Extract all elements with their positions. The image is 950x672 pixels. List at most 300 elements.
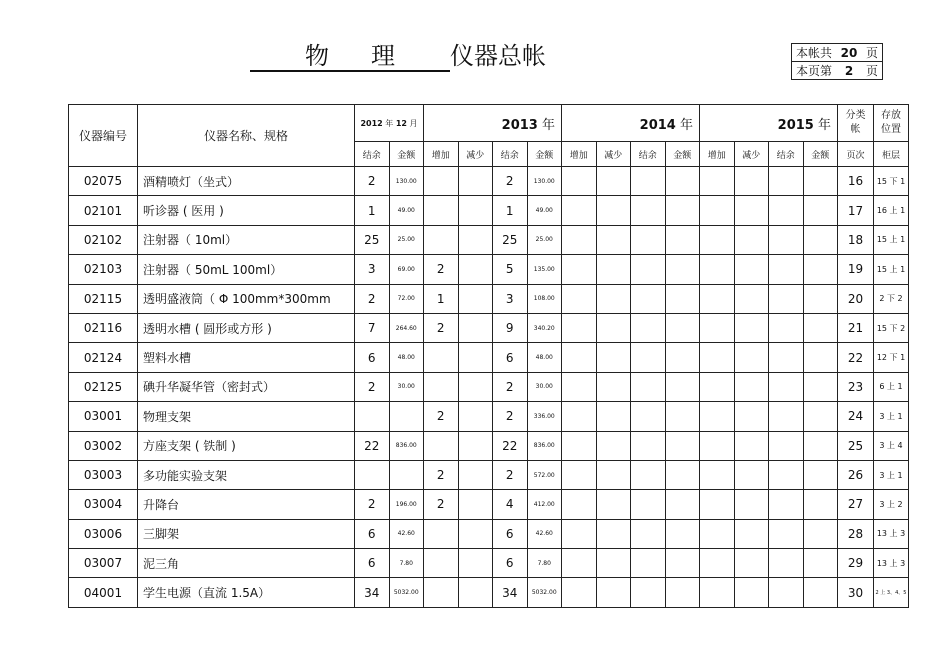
title-text: 仪器总帐 [450,42,546,70]
balance-2014 [631,372,666,401]
storage-shelf: 13 上 3 [874,549,909,578]
balance-2013: 3 [493,284,528,313]
balance-2012: 1 [355,196,390,225]
add-2015 [700,313,735,342]
amount-2012: 48.00 [389,343,424,372]
reduce-2015 [734,490,769,519]
category-page: 21 [838,313,874,342]
storage-shelf: 15 上 1 [874,255,909,284]
item-code: 02075 [69,167,138,196]
amount-2012: 836.00 [389,431,424,460]
add-2015 [700,402,735,431]
amount-2015 [803,196,838,225]
reduce-2014 [596,402,631,431]
item-name: 多功能实验支架 [138,460,355,489]
table-row [69,255,909,284]
table-row [69,284,909,313]
reduce-2015 [734,167,769,196]
item-code: 02102 [69,225,138,254]
amount-2013: 5032.00 [527,578,562,607]
reduce-2015 [734,460,769,489]
add-2014 [562,343,597,372]
amount-2012 [389,402,424,431]
amount-2015 [803,578,838,607]
amount-2015 [803,343,838,372]
table-row [69,578,909,607]
current-page-value: 2 [844,64,854,78]
reduce-2013 [458,490,493,519]
balance-2014 [631,490,666,519]
amount-2013: 7.80 [527,549,562,578]
balance-2012: 3 [355,255,390,284]
add-2013 [424,196,459,225]
sub-amount-2013: 金额 [527,142,562,167]
category-page: 19 [838,255,874,284]
storage-shelf: 3 上 2 [874,490,909,519]
table-row [69,167,909,196]
storage-shelf: 15 下 2 [874,313,909,342]
balance-2014 [631,460,666,489]
header-2013: 2013 年 [424,105,562,142]
storage-shelf: 15 下 1 [874,167,909,196]
balance-2013: 22 [493,431,528,460]
amount-2012: 25.00 [389,225,424,254]
add-2014 [562,431,597,460]
sub-amount-2012: 金额 [389,142,424,167]
reduce-2014 [596,284,631,313]
reduce-2015 [734,519,769,548]
reduce-2014 [596,167,631,196]
item-name: 学生电源（直流 1.5A） [138,578,355,607]
amount-2012: 130.00 [389,167,424,196]
category-page: 24 [838,402,874,431]
amount-2012: 7.80 [389,549,424,578]
total-pages-value: 20 [840,46,858,60]
amount-2012: 5032.00 [389,578,424,607]
item-code: 03006 [69,519,138,548]
category-page: 18 [838,225,874,254]
balance-2015 [769,255,804,284]
amount-2014 [665,225,700,254]
add-2014 [562,490,597,519]
sub-balance-2012: 结余 [355,142,390,167]
reduce-2015 [734,549,769,578]
reduce-2013 [458,196,493,225]
amount-2012: 196.00 [389,490,424,519]
reduce-2014 [596,225,631,254]
amount-2014 [665,255,700,284]
add-2013 [424,225,459,254]
add-2014 [562,167,597,196]
storage-shelf: 3 上 1 [874,402,909,431]
reduce-2013 [458,284,493,313]
balance-2012: 7 [355,313,390,342]
table-row [69,519,909,548]
balance-2014 [631,431,666,460]
reduce-2015 [734,343,769,372]
balance-2015 [769,578,804,607]
item-name: 物理支架 [138,402,355,431]
amount-2013: 49.00 [527,196,562,225]
add-2013 [424,519,459,548]
reduce-2015 [734,372,769,401]
item-name: 注射器（ 50mL 100ml） [138,255,355,284]
reduce-2015 [734,313,769,342]
balance-2014 [631,225,666,254]
balance-2014 [631,402,666,431]
amount-2013: 135.00 [527,255,562,284]
add-2013: 2 [424,490,459,519]
table-row [69,225,909,254]
amount-2012: 42.60 [389,519,424,548]
category-page: 17 [838,196,874,225]
amount-2014 [665,460,700,489]
storage-shelf: 15 上 1 [874,225,909,254]
table-row [69,372,909,401]
amount-2012: 72.00 [389,284,424,313]
item-code: 02101 [69,196,138,225]
reduce-2013 [458,343,493,372]
reduce-2015 [734,402,769,431]
item-code: 03004 [69,490,138,519]
balance-2012: 2 [355,284,390,313]
add-2013 [424,372,459,401]
balance-2015 [769,167,804,196]
balance-2012: 2 [355,490,390,519]
balance-2015 [769,402,804,431]
category-page: 22 [838,343,874,372]
sub-shelf: 柜层 [874,142,909,167]
ledger-title [250,36,546,70]
balance-2012: 6 [355,519,390,548]
reduce-2014 [596,549,631,578]
amount-2013: 130.00 [527,167,562,196]
reduce-2013 [458,578,493,607]
item-name: 透明水槽 ( 圆形或方形 ) [138,313,355,342]
add-2015 [700,225,735,254]
item-name: 碘升华凝华管（密封式） [138,372,355,401]
balance-2014 [631,343,666,372]
amount-2013: 412.00 [527,490,562,519]
reduce-2014 [596,490,631,519]
reduce-2013 [458,431,493,460]
item-code: 03002 [69,431,138,460]
add-2014 [562,255,597,284]
category-page: 27 [838,490,874,519]
add-2014 [562,284,597,313]
ledger-table [68,104,909,608]
amount-2012: 30.00 [389,372,424,401]
balance-2014 [631,196,666,225]
balance-2013: 2 [493,402,528,431]
storage-shelf: 3 上 1 [874,460,909,489]
reduce-2013 [458,549,493,578]
add-2014 [562,578,597,607]
item-name: 升降台 [138,490,355,519]
amount-2013: 25.00 [527,225,562,254]
reduce-2015 [734,431,769,460]
header-2015: 2015 年 [700,105,838,142]
page-count-box [791,43,883,80]
amount-2013: 836.00 [527,431,562,460]
category-page: 25 [838,431,874,460]
add-2015 [700,372,735,401]
balance-2014 [631,313,666,342]
add-2014 [562,460,597,489]
table-row [69,431,909,460]
storage-shelf: 6 上 1 [874,372,909,401]
item-name: 方座支架 ( 铁制 ) [138,431,355,460]
item-code: 02124 [69,343,138,372]
item-name: 听诊器 ( 医用 ) [138,196,355,225]
balance-2013: 6 [493,519,528,548]
amount-2015 [803,490,838,519]
amount-2012: 69.00 [389,255,424,284]
amount-2015 [803,284,838,313]
amount-2014 [665,372,700,401]
reduce-2013 [458,460,493,489]
header-name: 仪器名称、规格 [138,105,355,167]
balance-2012: 2 [355,167,390,196]
header-storage: 存放位置 [874,105,909,142]
reduce-2015 [734,225,769,254]
category-page: 26 [838,460,874,489]
balance-2015 [769,313,804,342]
amount-2013: 42.60 [527,519,562,548]
sub-add-2013: 增加 [424,142,459,167]
balance-2015 [769,431,804,460]
add-2015 [700,255,735,284]
balance-2012 [355,460,390,489]
storage-shelf: 2 下 2 [874,284,909,313]
reduce-2014 [596,313,631,342]
amount-2014 [665,343,700,372]
add-2015 [700,578,735,607]
subject-char-2: 理 [371,42,395,70]
table-row [69,313,909,342]
amount-2014 [665,549,700,578]
reduce-2014 [596,196,631,225]
amount-2013: 108.00 [527,284,562,313]
reduce-2015 [734,196,769,225]
balance-2012: 6 [355,343,390,372]
add-2013 [424,343,459,372]
storage-shelf: 16 上 1 [874,196,909,225]
add-2015 [700,460,735,489]
balance-2015 [769,225,804,254]
amount-2013: 336.00 [527,402,562,431]
amount-2014 [665,313,700,342]
amount-2014 [665,431,700,460]
balance-2015 [769,549,804,578]
balance-2014 [631,167,666,196]
reduce-2015 [734,578,769,607]
balance-2015 [769,284,804,313]
item-name: 注射器（ 10ml） [138,225,355,254]
balance-2014 [631,255,666,284]
add-2013 [424,578,459,607]
balance-2014 [631,549,666,578]
amount-2014 [665,578,700,607]
add-2013 [424,431,459,460]
balance-2013: 6 [493,343,528,372]
table-row [69,549,909,578]
subject-char-1: 物 [305,42,329,70]
balance-2013: 1 [493,196,528,225]
reduce-2013 [458,372,493,401]
item-code: 03001 [69,402,138,431]
item-code: 03003 [69,460,138,489]
amount-2015 [803,460,838,489]
category-page: 28 [838,519,874,548]
storage-shelf: 3 上 4 [874,431,909,460]
add-2014 [562,372,597,401]
table-row [69,196,909,225]
sub-balance-2014: 结余 [631,142,666,167]
item-name: 塑料水槽 [138,343,355,372]
item-name: 酒精喷灯（坐式） [138,167,355,196]
add-2015 [700,343,735,372]
amount-2015 [803,431,838,460]
table-row [69,402,909,431]
amount-2014 [665,519,700,548]
header-code: 仪器编号 [69,105,138,167]
category-page: 20 [838,284,874,313]
amount-2014 [665,167,700,196]
reduce-2014 [596,431,631,460]
item-code: 02125 [69,372,138,401]
balance-2013: 25 [493,225,528,254]
subject-field [250,42,450,72]
amount-2015 [803,225,838,254]
add-2015 [700,431,735,460]
sub-add-2014: 增加 [562,142,597,167]
amount-2015 [803,549,838,578]
balance-2012: 22 [355,431,390,460]
header-2012: 2012 年 12 月 [355,105,424,142]
reduce-2014 [596,372,631,401]
balance-2013: 9 [493,313,528,342]
item-name: 三脚架 [138,519,355,548]
add-2013: 2 [424,255,459,284]
item-code: 02116 [69,313,138,342]
reduce-2013 [458,313,493,342]
amount-2012 [389,460,424,489]
reduce-2013 [458,255,493,284]
add-2013: 2 [424,313,459,342]
amount-2015 [803,519,838,548]
balance-2015 [769,460,804,489]
amount-2014 [665,284,700,313]
total-pages-cell: 本帐共 20 页 [792,44,883,62]
category-page: 16 [838,167,874,196]
sub-balance-2013: 结余 [493,142,528,167]
balance-2012: 6 [355,549,390,578]
reduce-2014 [596,460,631,489]
amount-2012: 264.60 [389,313,424,342]
amount-2012: 49.00 [389,196,424,225]
amount-2013: 30.00 [527,372,562,401]
amount-2013: 572.00 [527,460,562,489]
reduce-2013 [458,225,493,254]
balance-2014 [631,578,666,607]
balance-2015 [769,372,804,401]
storage-shelf: 2 上 3、4、5 [874,578,909,607]
amount-2015 [803,255,838,284]
balance-2013: 34 [493,578,528,607]
add-2015 [700,549,735,578]
balance-2012: 2 [355,372,390,401]
balance-2015 [769,196,804,225]
category-page: 29 [838,549,874,578]
sub-reduce-2013: 减少 [458,142,493,167]
sub-amount-2015: 金额 [803,142,838,167]
add-2015 [700,519,735,548]
storage-shelf: 13 上 3 [874,519,909,548]
item-code: 02115 [69,284,138,313]
add-2014 [562,313,597,342]
amount-2015 [803,372,838,401]
ledger-body [69,167,909,608]
reduce-2014 [596,578,631,607]
sub-reduce-2015: 减少 [734,142,769,167]
balance-2013: 6 [493,549,528,578]
add-2013 [424,549,459,578]
category-page: 23 [838,372,874,401]
amount-2015 [803,167,838,196]
balance-2013: 2 [493,372,528,401]
category-page: 30 [838,578,874,607]
item-name: 泥三角 [138,549,355,578]
amount-2015 [803,313,838,342]
reduce-2013 [458,519,493,548]
balance-2014 [631,284,666,313]
table-row [69,343,909,372]
add-2015 [700,284,735,313]
balance-2015 [769,490,804,519]
add-2014 [562,225,597,254]
sub-page: 页次 [838,142,874,167]
amount-2014 [665,402,700,431]
reduce-2014 [596,343,631,372]
amount-2014 [665,490,700,519]
amount-2015 [803,402,838,431]
balance-2013: 4 [493,490,528,519]
add-2015 [700,196,735,225]
add-2013 [424,167,459,196]
item-name: 透明盛液筒（ Φ 100mm*300mm [138,284,355,313]
balance-2014 [631,519,666,548]
balance-2013: 2 [493,167,528,196]
reduce-2014 [596,255,631,284]
table-row [69,490,909,519]
balance-2013: 5 [493,255,528,284]
balance-2015 [769,519,804,548]
item-code: 03007 [69,549,138,578]
balance-2012 [355,402,390,431]
amount-2014 [665,196,700,225]
add-2015 [700,167,735,196]
current-page-cell: 本页第 2 页 [792,62,883,80]
reduce-2015 [734,255,769,284]
add-2015 [700,490,735,519]
sub-amount-2014: 金额 [665,142,700,167]
sub-reduce-2014: 减少 [596,142,631,167]
add-2014 [562,196,597,225]
add-2013: 2 [424,460,459,489]
item-code: 02103 [69,255,138,284]
reduce-2014 [596,519,631,548]
